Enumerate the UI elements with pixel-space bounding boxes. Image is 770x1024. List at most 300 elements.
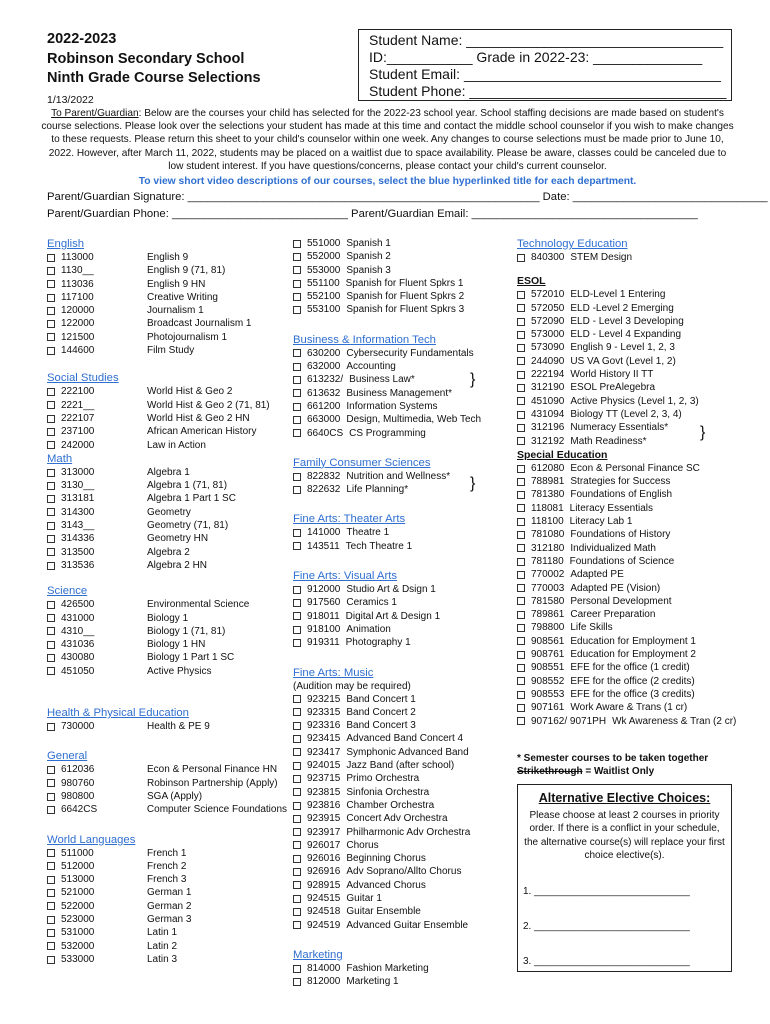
course-checkbox[interactable] [47, 415, 55, 423]
course-section [293, 666, 508, 932]
course-checkbox[interactable] [293, 280, 301, 288]
course-code: 573000 [531, 329, 565, 341]
course-checkbox[interactable] [517, 637, 525, 645]
course-checkbox[interactable] [293, 868, 301, 876]
course-checkbox[interactable] [47, 320, 55, 328]
course-checkbox[interactable] [293, 921, 301, 929]
course-checkbox[interactable] [47, 766, 55, 774]
course-code: 572010 [531, 289, 565, 301]
course-section [47, 706, 287, 733]
course-checkbox[interactable] [47, 601, 55, 609]
course-row [517, 302, 737, 315]
course-row [517, 595, 737, 608]
course-name: Foundations of English [570, 489, 673, 501]
course-checkbox[interactable] [47, 614, 55, 622]
course-checkbox[interactable] [293, 788, 301, 796]
course-code: 789861 [531, 609, 565, 621]
course-code: 980800 [61, 790, 95, 802]
course-code: 573090 [531, 342, 565, 354]
course-checkbox[interactable] [47, 535, 55, 543]
course-checkbox[interactable] [47, 654, 55, 662]
course-checkbox[interactable] [47, 793, 55, 801]
course-checkbox[interactable] [293, 855, 301, 863]
course-name: Biology 1 HN [147, 639, 206, 651]
course-checkbox[interactable] [47, 495, 55, 503]
course-row [293, 360, 508, 373]
course-name: German 1 [147, 887, 192, 899]
course-name: English 9 HN [147, 278, 206, 290]
course-row [47, 278, 287, 291]
course-row [47, 598, 287, 611]
course-row [517, 381, 737, 394]
course-checkbox[interactable] [47, 889, 55, 897]
course-row [293, 812, 508, 825]
course-name: World Hist & Geo 2 HN [147, 412, 250, 424]
course-checkbox[interactable] [517, 691, 525, 699]
course-code: 431000 [61, 612, 95, 624]
course-checkbox[interactable] [47, 294, 55, 302]
course-checkbox[interactable] [293, 775, 301, 783]
course-checkbox[interactable] [47, 562, 55, 570]
course-checkbox[interactable] [293, 306, 301, 314]
course-code: 923417 [307, 746, 341, 758]
course-checkbox[interactable] [293, 473, 301, 481]
course-name: Broadcast Journalism 1 [147, 318, 252, 330]
course-checkbox[interactable] [293, 486, 301, 494]
course-name: Creative Writing [147, 291, 218, 303]
course-checkbox[interactable] [517, 371, 525, 379]
course-name: Environmental Science [147, 599, 250, 611]
course-code: 4310__ [61, 625, 95, 637]
course-row [47, 665, 287, 678]
course-name: Design, Multimedia, Web Tech [346, 414, 482, 426]
course-checkbox[interactable] [47, 806, 55, 814]
section-heading[interactable]: Science [47, 585, 88, 598]
section-heading[interactable]: Fine Arts: Visual Arts [293, 570, 398, 583]
course-checkbox[interactable] [517, 478, 525, 486]
course-checkbox[interactable] [293, 266, 301, 274]
course-code: 612036 [61, 764, 95, 776]
section-heading[interactable]: Health & Physical Education [47, 707, 189, 720]
course-checkbox[interactable] [47, 902, 55, 910]
course-code: 912000 [307, 584, 341, 596]
course-section [293, 237, 508, 317]
course-name: Ceramics 1 [346, 597, 397, 609]
course-code: 923315 [307, 706, 341, 718]
course-checkbox[interactable] [517, 717, 525, 725]
course-checkbox[interactable] [293, 389, 301, 397]
course-code: 632000 [307, 361, 341, 373]
course-checkbox[interactable] [47, 401, 55, 409]
course-checkbox[interactable] [293, 586, 301, 594]
course-code: 121500 [61, 331, 95, 343]
course-code: 923715 [307, 773, 341, 785]
course-checkbox[interactable] [517, 704, 525, 712]
course-checkbox[interactable] [517, 597, 525, 605]
course-row [517, 568, 737, 581]
student-email-field[interactable]: Student Email: _________________________________ [369, 66, 721, 82]
course-row [517, 582, 737, 595]
course-row [517, 688, 737, 701]
student-name-field[interactable]: Student Name: _________________________________ [369, 32, 724, 48]
course-checkbox[interactable] [293, 599, 301, 607]
course-checkbox[interactable] [293, 240, 301, 248]
course-row [293, 826, 508, 839]
course-checkbox[interactable] [293, 542, 301, 550]
course-name: Spanish 3 [346, 264, 391, 276]
course-checkbox[interactable] [517, 664, 525, 672]
section-heading[interactable]: Fine Arts: Theater Arts [293, 513, 406, 526]
course-checkbox[interactable] [47, 388, 55, 396]
course-name: EFE for the office (3 credits) [570, 688, 695, 700]
section-heading[interactable]: Business & Information Tech [293, 333, 436, 346]
course-row [293, 623, 508, 636]
section-note: (Audition may be required) [293, 680, 411, 692]
course-checkbox[interactable] [293, 293, 301, 301]
course-code: 521000 [61, 887, 95, 899]
course-checkbox[interactable] [293, 349, 301, 357]
course-checkbox[interactable] [517, 397, 525, 405]
course-checkbox[interactable] [47, 667, 55, 675]
course-section [517, 237, 737, 264]
intro-lead: To Parent/Guardian [51, 108, 139, 119]
course-code: 907161 [531, 702, 565, 714]
course-code: 926916 [307, 866, 341, 878]
course-checkbox[interactable] [517, 584, 525, 592]
course-checkbox[interactable] [293, 748, 301, 756]
course-checkbox[interactable] [293, 626, 301, 634]
course-checkbox[interactable] [293, 841, 301, 849]
course-checkbox[interactable] [293, 529, 301, 537]
course-code: 313181 [61, 493, 95, 505]
course-name: African American History [147, 426, 257, 438]
course-checkbox[interactable] [47, 876, 55, 884]
alt-choice-1[interactable]: 1. ____________________________ [523, 886, 690, 898]
course-name: Numeracy Essentials* [570, 422, 669, 434]
course-checkbox[interactable] [293, 735, 301, 743]
course-checkbox[interactable] [517, 291, 525, 299]
course-code: 781380 [531, 489, 565, 501]
course-name: Geometry (71, 81) [147, 520, 229, 532]
course-name: Sinfonia Orchestra [346, 786, 430, 798]
course-name: English 9 [147, 252, 189, 263]
course-row [293, 839, 508, 852]
course-checkbox[interactable] [517, 677, 525, 685]
section-heading[interactable]: Marketing [293, 948, 343, 961]
course-checkbox[interactable] [517, 357, 525, 365]
course-name: Econ & Personal Finance HN [147, 764, 278, 776]
section-heading[interactable]: General [47, 750, 88, 763]
course-name: Algebra 1 Part 1 SC [147, 493, 236, 505]
course-checkbox[interactable] [47, 641, 55, 649]
course-name: Adv Soprano/Allto Chorus [346, 866, 462, 878]
course-section [47, 371, 287, 451]
course-code: 926016 [307, 853, 341, 865]
course-checkbox[interactable] [47, 333, 55, 341]
course-code: 770003 [531, 582, 565, 594]
course-code: 924518 [307, 906, 341, 918]
course-row [517, 542, 737, 555]
course-checkbox[interactable] [293, 612, 301, 620]
course-code: 426500 [61, 599, 95, 611]
course-code: 3130__ [61, 480, 95, 492]
course-name: ELD - Level 4 Expanding [570, 329, 681, 341]
course-row [47, 873, 287, 886]
course-name: Life Planning* [346, 484, 409, 496]
intro-paragraph [40, 107, 735, 173]
course-checkbox[interactable] [517, 304, 525, 312]
waitlist-label: = Waitlist Only [582, 766, 655, 777]
course-name: Photojournalism 1 [147, 331, 228, 343]
alt-choice-3[interactable]: 3. ____________________________ [523, 956, 690, 968]
course-row [293, 746, 508, 759]
course-name: Math Readiness* [570, 435, 647, 447]
course-name: Theatre 1 [346, 527, 390, 539]
course-row [293, 427, 508, 440]
course-row [47, 860, 287, 873]
course-name: Biology 1 (71, 81) [147, 625, 226, 637]
course-checkbox[interactable] [47, 849, 55, 857]
course-code: 781080 [531, 529, 565, 541]
course-checkbox[interactable] [293, 802, 301, 810]
course-checkbox[interactable] [293, 708, 301, 716]
course-code: 143511 [307, 540, 340, 552]
course-name: ESOL PreAlegebra [570, 382, 656, 394]
course-name: English 9 (71, 81) [147, 265, 226, 277]
course-row [47, 479, 287, 492]
course-name: World Hist & Geo 2 [147, 386, 233, 398]
course-section [47, 584, 287, 678]
course-code: 980760 [61, 777, 95, 789]
course-code: 924515 [307, 892, 341, 904]
course-checkbox[interactable] [47, 508, 55, 516]
course-row [517, 675, 737, 688]
course-checkbox[interactable] [47, 428, 55, 436]
course-row [517, 341, 737, 354]
course-row [47, 492, 287, 505]
course-name: ELD-Level 1 Entering [570, 289, 666, 301]
course-name: Studio Art & Dsign 1 [346, 584, 436, 596]
parent-phone-email-field[interactable]: Parent/Guardian Phone: ____________________________ Parent/Guardian Email: ____________________________________ [47, 208, 698, 220]
course-code: 572090 [531, 315, 565, 327]
course-checkbox[interactable] [293, 908, 301, 916]
course-code: 907162/ 9071PH [531, 715, 607, 727]
course-row [47, 612, 287, 625]
course-checkbox[interactable] [293, 363, 301, 371]
course-code: 513000 [61, 874, 95, 886]
course-checkbox[interactable] [47, 469, 55, 477]
course-checkbox[interactable] [517, 254, 525, 262]
course-row [47, 638, 287, 651]
course-checkbox[interactable] [47, 916, 55, 924]
course-checkbox[interactable] [293, 253, 301, 261]
course-checkbox[interactable] [517, 558, 525, 566]
course-checkbox[interactable] [293, 416, 301, 424]
course-name: Cybersecurity Fundamentals [346, 347, 474, 359]
course-checkbox[interactable] [293, 403, 301, 411]
course-checkbox[interactable] [293, 695, 301, 703]
course-code: 431094 [531, 408, 565, 420]
course-checkbox[interactable] [517, 504, 525, 512]
waitlist-footnote [517, 765, 708, 778]
course-checkbox[interactable] [517, 518, 525, 526]
course-code: 613632 [307, 387, 341, 399]
course-checkbox[interactable] [293, 376, 301, 384]
course-code: 552000 [307, 251, 341, 263]
course-row [517, 555, 737, 568]
course-row [47, 803, 287, 816]
course-checkbox[interactable] [47, 779, 55, 787]
parent-signature-field[interactable]: Parent/Guardian Signature: ________________________________________________________ Date: _______________________________ [47, 191, 768, 203]
course-row [47, 344, 287, 357]
course-row [47, 506, 287, 519]
course-row [293, 919, 508, 932]
course-checkbox[interactable] [517, 624, 525, 632]
course-checkbox[interactable] [517, 384, 525, 392]
course-section [293, 456, 508, 497]
course-checkbox[interactable] [517, 437, 525, 445]
section-heading[interactable]: World Languages [47, 833, 136, 846]
course-code: 244090 [531, 355, 565, 367]
course-checkbox[interactable] [47, 254, 55, 262]
course-code: 924519 [307, 919, 341, 931]
course-code: 923816 [307, 799, 341, 811]
footnotes [517, 752, 708, 778]
course-checkbox[interactable] [293, 881, 301, 889]
course-name: Strategies for Success [570, 476, 671, 488]
course-name: Latin 2 [147, 940, 178, 952]
course-name: Guitar 1 [346, 892, 382, 904]
course-row [517, 528, 737, 541]
course-code: 451050 [61, 665, 95, 677]
course-name: Animation [346, 623, 391, 635]
course-row [293, 905, 508, 918]
course-code: 313500 [61, 546, 95, 558]
course-code: 1130__ [61, 265, 94, 277]
course-code: 788981 [531, 476, 565, 488]
course-checkbox[interactable] [517, 465, 525, 473]
course-checkbox[interactable] [47, 862, 55, 870]
section-heading[interactable]: Math [47, 452, 73, 465]
course-checkbox[interactable] [517, 611, 525, 619]
course-code: 117100 [61, 291, 94, 303]
student-id-grade-field[interactable]: ID:___________ Grade in 2022-23: ______________ [369, 49, 703, 65]
course-row [293, 277, 508, 290]
course-checkbox[interactable] [47, 627, 55, 635]
course-code: 928915 [307, 879, 341, 891]
section-heading[interactable]: Fine Arts: Music [293, 666, 374, 679]
course-code: 512000 [61, 860, 95, 872]
course-row [47, 847, 287, 860]
course-name: Journalism 1 [147, 305, 204, 317]
course-checkbox[interactable] [293, 828, 301, 836]
course-checkbox[interactable] [517, 411, 525, 419]
course-name: Foundations of Science [569, 555, 675, 567]
course-checkbox[interactable] [47, 929, 55, 937]
course-checkbox[interactable] [517, 424, 525, 432]
alt-choice-2[interactable]: 2. ____________________________ [523, 921, 690, 933]
course-name: Beginning Chorus [346, 853, 426, 865]
course-row [517, 462, 737, 475]
course-checkbox[interactable] [47, 956, 55, 964]
course-checkbox[interactable] [293, 815, 301, 823]
section-heading[interactable]: English [47, 238, 85, 250]
course-checkbox[interactable] [293, 965, 301, 973]
course-checkbox[interactable] [293, 722, 301, 730]
course-name: French 2 [147, 860, 187, 872]
course-checkbox[interactable] [517, 344, 525, 352]
course-checkbox[interactable] [293, 762, 301, 770]
course-row [293, 470, 508, 483]
course-checkbox[interactable] [293, 639, 301, 647]
section-heading[interactable]: Family Consumer Sciences [293, 456, 431, 469]
course-checkbox[interactable] [293, 895, 301, 903]
course-checkbox[interactable] [47, 267, 55, 275]
course-checkbox[interactable] [517, 571, 525, 579]
course-code: 814000 [307, 962, 341, 974]
course-checkbox[interactable] [47, 522, 55, 530]
course-name: German 3 [147, 913, 192, 925]
course-checkbox[interactable] [293, 978, 301, 986]
course-row [517, 635, 737, 648]
course-row [517, 715, 737, 728]
course-code: 630200 [307, 347, 341, 359]
course-row [293, 264, 508, 277]
course-name: Computer Science Foundations [146, 804, 287, 816]
course-checkbox[interactable] [47, 347, 55, 355]
student-phone-field[interactable]: Student Phone: _________________________________ [369, 83, 727, 99]
course-code: 798800 [531, 622, 565, 634]
course-name: Chorus [346, 839, 379, 851]
course-name: Work Aware & Trans (1 cr) [570, 702, 688, 714]
course-checkbox[interactable] [517, 491, 525, 499]
course-code: 663000 [307, 414, 341, 426]
course-checkbox[interactable] [517, 544, 525, 552]
course-row [293, 693, 508, 706]
course-name: Tech Theatre 1 [345, 540, 413, 552]
brace-icon: } [470, 475, 476, 492]
course-row [517, 355, 737, 368]
course-row [293, 732, 508, 745]
course-checkbox[interactable] [47, 723, 55, 731]
course-checkbox[interactable] [47, 280, 55, 288]
course-name: Algebra 1 (71, 81) [147, 480, 228, 492]
course-checkbox[interactable] [47, 482, 55, 490]
course-name: Jazz Band (after school) [346, 760, 455, 772]
course-checkbox[interactable] [47, 441, 55, 449]
course-name: Information Systems [346, 400, 438, 412]
section-heading[interactable]: Technology Education [517, 238, 628, 250]
course-checkbox[interactable] [47, 548, 55, 556]
course-checkbox[interactable] [517, 318, 525, 326]
section-heading[interactable]: Social Studies [47, 372, 119, 385]
course-row [47, 439, 287, 452]
course-checkbox[interactable] [517, 531, 525, 539]
course-name: Band Concert 3 [346, 720, 416, 732]
course-code: 122000 [61, 318, 95, 330]
course-name: Life Skills [570, 622, 613, 634]
course-checkbox[interactable] [517, 331, 525, 339]
course-row [47, 532, 287, 545]
course-checkbox[interactable] [293, 429, 301, 437]
course-name: Biology 1 [147, 612, 189, 624]
right-course-column [517, 237, 737, 728]
course-checkbox[interactable] [47, 942, 55, 950]
course-name: Adapted PE [570, 569, 624, 581]
course-checkbox[interactable] [517, 651, 525, 659]
course-name: Econ & Personal Finance SC [570, 462, 700, 474]
course-checkbox[interactable] [47, 307, 55, 315]
